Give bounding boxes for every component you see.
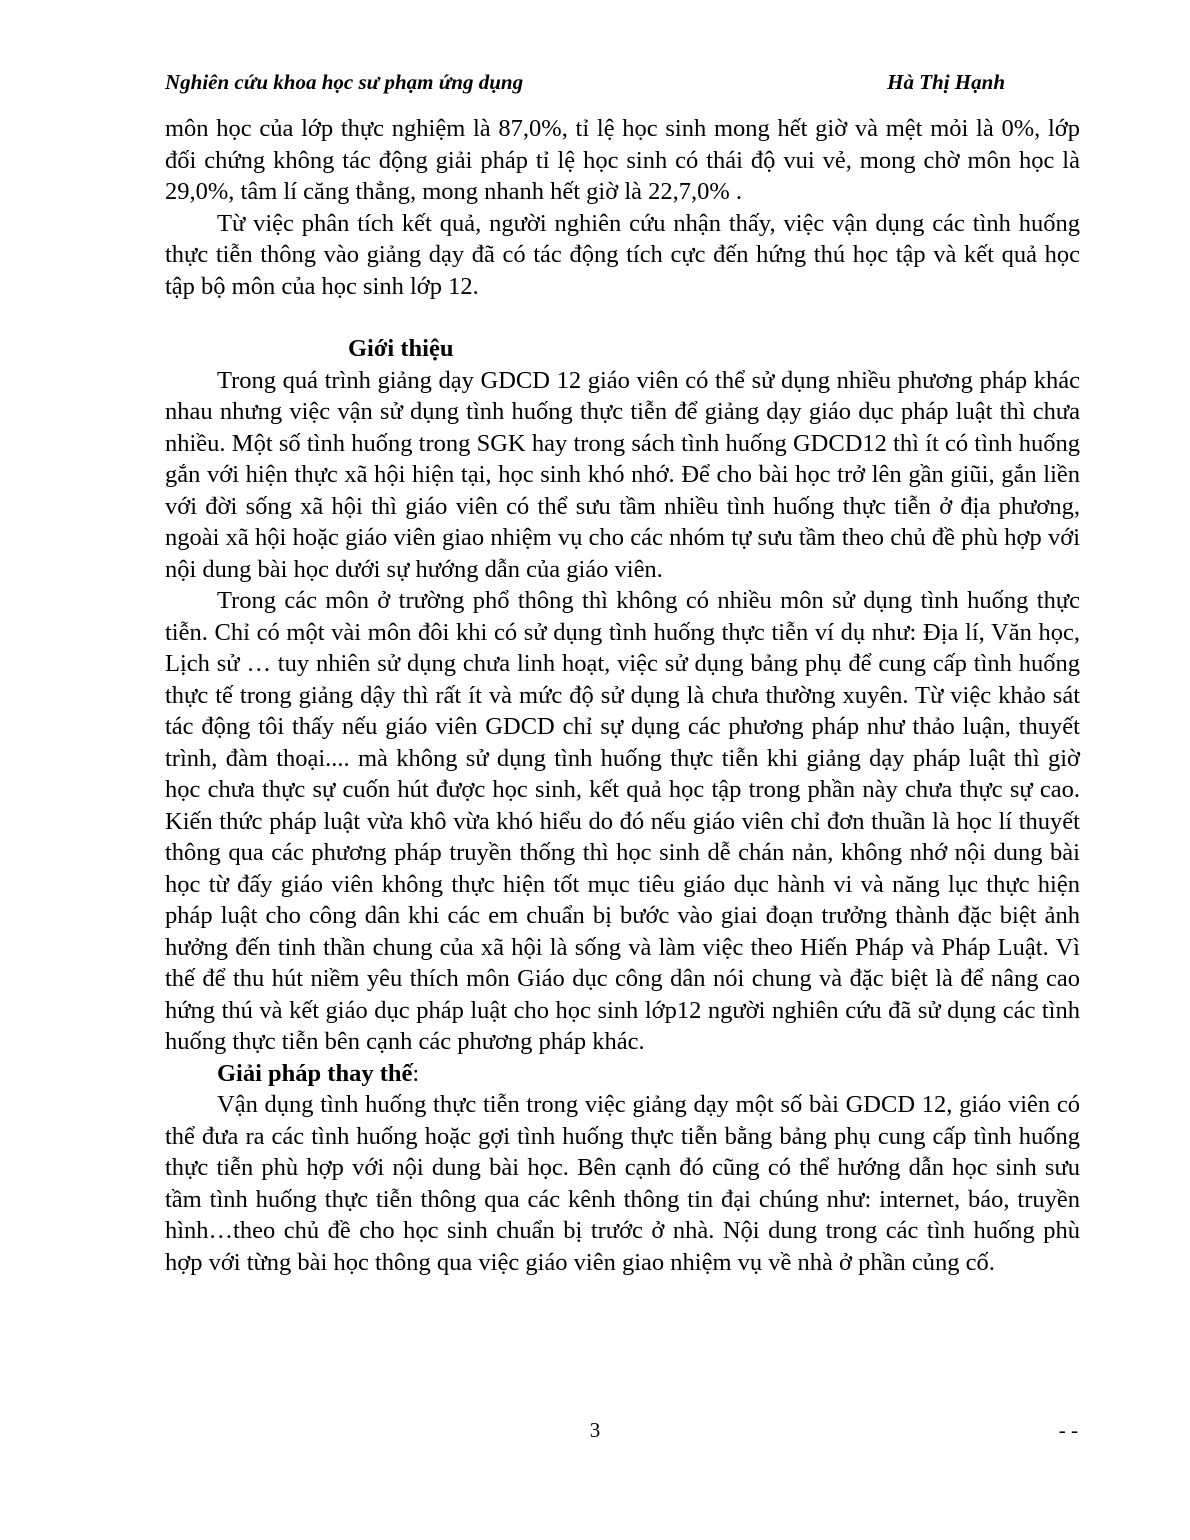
header-title: Nghiên cứu khoa học sư phạm ứng dụng xyxy=(165,70,524,94)
heading-alternative-colon: : xyxy=(412,1059,420,1087)
page-header xyxy=(165,70,1010,100)
paragraph-intro-2: Trong các môn ở trường phổ thông thì không có nhiều môn sử dụng tình huống thực tiễn. Chỉ có một vài môn đôi khi có sử dụng tình huống thực tiễn ví dụ như: Địa lí, Văn học, Lịch sử … tuy nhiên sử dụng chưa linh hoạt, việc sử dụng bảng phụ để cung cấp tình huống thực tế trong giảng dậy thì rất ít và mức độ sử dụng là chưa thường xuyên. Từ việc khảo sát tác động tôi thấy nếu giáo viên GDCD chỉ sự dụng các phương pháp như thảo luận, thuyết trình, đàm thoại.... mà không sử dụng tình huống thực tiễn khi giảng dạy pháp luật thì giờ học chưa thực sự cuốn hút được học sinh, kết quả học tập trong phần này chưa thực sự cao. Kiến thức pháp luật vừa khô vừa khó hiểu do đó nếu giáo viên chỉ đơn thuần là học lí thuyết thông qua các phương pháp truyền thống thì học sinh dễ chán nản, không nhớ nội dung bài học từ đấy giáo viên không thực hiện tốt mục tiêu giáo dục hành vi và năng lục thực hiện pháp luật cho công dân khi các em chuẩn bị bước vào giai đoạn trưởng thành đặc biệt ảnh hưởng đến tinh thần chung của xã hội là sống và làm việc theo Hiến Pháp và Pháp Luật. Vì thế để thu hút niềm yêu thích môn Giáo dục công dân nói chung và đặc biệt là để nâng cao hứng thú và kết giáo dục pháp luật cho học sinh lớp12 người nghiên cứu đã sử dụng các tình huống thực tiễn bên cạnh các phương pháp khác. xyxy=(165,587,1080,1055)
document-body xyxy=(165,113,1080,1278)
paragraph-continued: môn học của lớp thực nghiệm là 87,0%, tỉ lệ học sinh mong hết giờ và mệt mỏi là 0%, lớp đối chứng không tác động giải pháp tỉ lệ học sinh có thái độ vui vẻ, mong chờ môn học là 29,0%, tâm lí căng thẳng, mong nhanh hết giờ là 22,7,0% . xyxy=(165,115,1080,205)
page-number: 3 xyxy=(589,1418,601,1442)
paragraph-conclusion: Từ việc phân tích kết quả, người nghiên cứu nhận thấy, việc vận dụng các tình huống thực tiễn thông vào giảng dạy đã có tác động tích cực đến hứng thú học tập và kết quả học tập bộ môn của học sinh lớp 12. xyxy=(165,209,1080,300)
heading-alternative-text: Giải pháp thay thế xyxy=(217,1059,413,1087)
paragraph-alternative: Vận dụng tình huống thực tiễn trong việc giảng dạy một số bài GDCD 12, giáo viên có thể đưa ra các tình huống hoặc gợi tình huống thực tiễn bằng bảng phụ cung cấp tình huống thực tiễn phù hợp với nội dung bài học. Bên cạnh đó cũng có thể hướng dẫn học sinh sưu tầm tình huống thực tiễn thông qua các kênh thông tin đại chúng như: internet, báo, truyền hình…theo chủ đề cho học sinh chuẩn bị trước ở nhà. Nội dung trong các tình huống phù hợp với từng bài học thông qua việc giáo viên giao nhiệm vụ về nhà ở phần củng cố. xyxy=(165,1091,1080,1276)
page-marker: - - xyxy=(1058,1418,1078,1442)
heading-introduction: Giới thiệu xyxy=(348,335,454,362)
header-author: Hà Thị Hạnh xyxy=(887,70,1005,94)
heading-alternative-solution xyxy=(165,1058,1080,1090)
paragraph-intro-1: Trong quá trình giảng dạy GDCD 12 giáo viên có thể sử dụng nhiều phương pháp khác nhau nhưng việc vận sử dụng tình huống thực tiễn để giảng dạy giáo dục pháp luật thì chưa nhiều. Một số tình huống trong SGK hay trong sách tình huống GDCD12 thì ít có tình huống gắn với hiện thực xã hội hiện tại, học sinh khó nhớ. Để cho bài học trở lên gần giũi, gắn liền với đời sống xã hội thì giáo viên có thể sưu tầm nhiều tình huống thực tiễn ở địa phương, ngoài xã hội hoặc giáo viên giao nhiệm vụ cho các nhóm tự sưu tầm theo chủ đề phù hợp với nội dung bài học dưới sự hướng dẫn của giáo viên. xyxy=(165,366,1080,583)
